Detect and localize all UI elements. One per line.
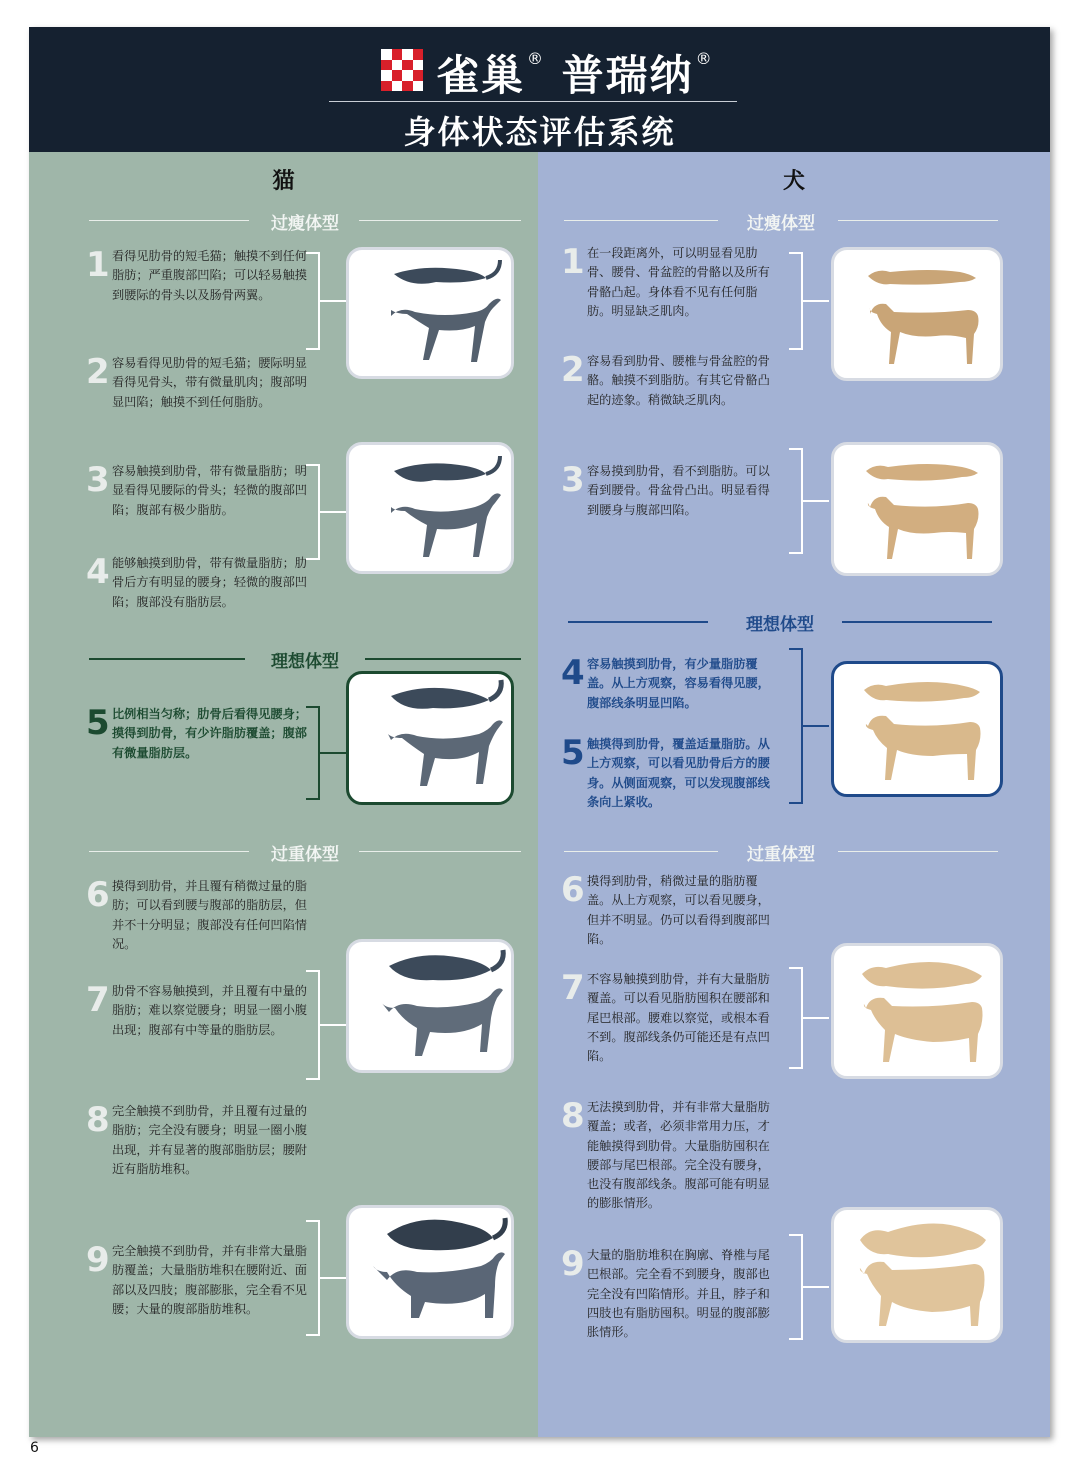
dog-section-heavy: 过重体型 xyxy=(564,840,998,864)
dog-ideal-icon xyxy=(834,664,1000,794)
cat-bracket-6-7 xyxy=(306,970,320,1080)
cat-illustration-3-4 xyxy=(346,442,514,574)
brand-title: 雀巢 ® 普瑞纳 ® xyxy=(437,49,714,100)
cat-illustration-8-9 xyxy=(346,1205,514,1339)
cat-lean-icon xyxy=(349,445,511,571)
cat-bracket-1-2 xyxy=(306,252,320,350)
dog-section-ideal: 理想体型 xyxy=(568,610,992,634)
dog-lean-icon xyxy=(834,445,1000,573)
dog-bracket-7 xyxy=(789,967,803,1069)
dog-column: 犬 过瘦体型 1 在一段距离外，可以明显看见肋骨、腰骨、骨盆腔的骨骼以及所有骨骼凸起。身体看不见有任何脂肪。明显缺乏肌肉。 2 容易看到肋骨、腰椎与骨盆腔的骨骼。触摸不到脂肪。有其它骨骼凸起的迹象。稍微缺乏肌肉。 3 容易摸到肋骨，看不到脂肪。可以看到腰骨。骨盆骨凸出。明显看得到腰身与腹部凹陷。 理想体型 4 容易触摸到肋骨，有少量脂肪覆盖。从上方观察，容易看得见腰，腹部线条明显凹陷。 5 触摸得到肋骨，覆盖适量脂肪。从上方观察，可以看见肋骨后方的腰身。从侧面观察，可以发现腹部线条向上紧收。 过重体型 6 摸得到肋骨，稍微过量的脂肪覆盖。从上方观察，可以看见腰身，但并不明显。仍可以看得到腹部凹陷。 7 不容易触摸到肋骨，并有大量脂肪覆盖。可以看见脂肪囤积在腰部和尾巴根部。腰难以察觉，或根本看不到。腹部线条仍可能还是有点凹陷。 8 无法摸到肋骨，并有非常大量脂肪覆盖；或者，必须非常用力压，才能触摸得到肋骨。大量脂肪囤积在腰部与尾巴根部。完全没有腰身，也没有腹部线条。腹部可能有明显的膨胀情形。 9 大量的脂肪堆积在胸廓、脊椎与尾巴根部。完全看不到腰身，腹部也完全没有凹陷情形。并且，脖子和四肢也有脂肪囤积。明显的腹部膨胀情形。 xyxy=(538,152,1050,1437)
dog-illustration-1-2 xyxy=(831,247,1003,381)
cat-section-ideal: 理想体型 xyxy=(89,647,521,671)
cat-illustration-5 xyxy=(346,671,514,805)
header-divider xyxy=(329,101,737,102)
cat-bracket-3-4 xyxy=(306,464,320,560)
dog-bracket-4-5 xyxy=(789,648,803,804)
dog-illustration-3 xyxy=(831,442,1003,576)
cat-column: 猫 过瘦体型 1 看得见肋骨的短毛猫；触摸不到任何脂肪；严重腹部凹陷；可以轻易触摸到腰际的骨头以及肠骨两翼。 2 容易看得见肋骨的短毛猫；腰际明显看得见骨头，带有微量肌肉；腹部明显凹陷；触摸不到任何脂肪。 3 容易触摸到肋骨，带有微量脂肪；明显看得见腰际的骨头；轻微的腹部凹陷；腹部有极少脂肪。 4 能够触摸到肋骨，带有微量脂肪；肋骨后方有明显的腰身；轻微的腹部凹陷；腹部没有脂肪层。 理想体型 5 比例相当匀称；肋骨后看得见腰身；摸得到肋骨，有少许脂肪覆盖；腹部有微量脂肪层。 过重体型 6 摸得到肋骨，并且覆有稍微过量的脂肪；可以看到腰与腹部的脂肪层，但并不十分明显；腹部没有任何凹陷情况。 7 肋骨不容易触摸到，并且覆有中量的脂肪；难以察觉腰身；明显一圈小腹出现；腹部有中等量的脂肪层。 8 完全触摸不到肋骨，并且覆有过量的脂肪；完全没有腰身；明显一圈小腹出现，并有显著的腹部脂肪层；腰附近有脂肪堆积。 9 完全触摸不到肋骨，并有非常大量脂肪覆盖；大量脂肪堆积在腰附近、面部以及四肢；腹部膨胀，完全看不见腰；大量的腹部脂肪堆积。 xyxy=(29,152,538,1437)
cat-illustration-1-2 xyxy=(346,247,514,379)
dog-thin-icon xyxy=(834,250,1000,378)
purina-logo-icon xyxy=(381,49,423,91)
dog-overweight-icon xyxy=(834,946,1000,1076)
cat-section-heavy: 过重体型 xyxy=(89,840,521,864)
cat-bracket-8-9 xyxy=(306,1220,320,1336)
cat-overweight-icon xyxy=(349,942,511,1070)
cat-thin-icon xyxy=(349,250,511,376)
dog-bracket-9 xyxy=(789,1234,803,1340)
dog-bracket-1-2 xyxy=(789,252,803,350)
page-subtitle: 身体状态评估系统 xyxy=(403,113,676,151)
cat-bracket-5 xyxy=(306,706,320,800)
dog-section-thin: 过瘦体型 xyxy=(564,209,998,233)
dog-illustration-4-5 xyxy=(831,661,1003,797)
header xyxy=(29,27,1050,152)
cat-obese-icon xyxy=(349,1208,511,1336)
dog-obese-icon xyxy=(834,1210,1000,1340)
dog-bracket-3 xyxy=(789,448,803,554)
cat-section-thin: 过瘦体型 xyxy=(89,209,521,233)
dog-illustration-7 xyxy=(831,943,1003,1079)
chart-page xyxy=(29,27,1050,1437)
cat-illustration-6-7 xyxy=(346,939,514,1073)
dog-illustration-9 xyxy=(831,1207,1003,1343)
cat-column-title: 猫 xyxy=(272,169,295,194)
cat-ideal-icon xyxy=(349,674,511,802)
page-number: 6 xyxy=(30,1440,39,1456)
dog-column-title: 犬 xyxy=(782,169,805,194)
